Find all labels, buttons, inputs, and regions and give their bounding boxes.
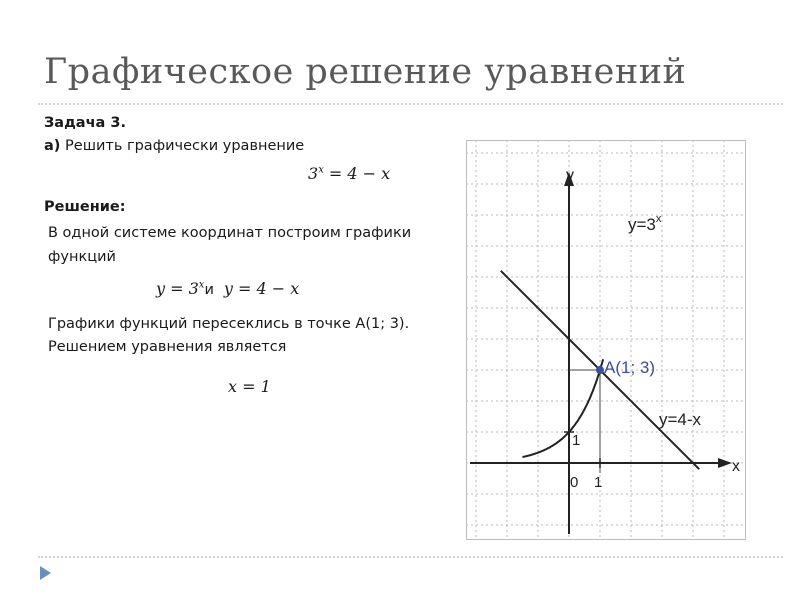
curve-label-exponent: x (655, 213, 662, 225)
tick-label-x-0: 0 (570, 474, 579, 491)
y-axis-label: y (566, 167, 574, 184)
formula-exponential-prefix: y = 3 (156, 279, 199, 298)
result-line-2: Решением уравнения является (48, 339, 287, 355)
curve-label-base: y=3 (628, 215, 656, 234)
task-heading: Задача 3. (44, 115, 126, 131)
solution-line-2: функций (48, 249, 116, 265)
intersection-point (596, 366, 604, 374)
line-label: y=4-x (659, 410, 702, 429)
slide-title: Графическое решение уравнений (44, 52, 687, 92)
formula-exponential-exponent: x (198, 279, 205, 291)
task-part-marker: а) (44, 138, 61, 154)
formula-linear: y = 4 − x (223, 279, 300, 298)
solution-heading: Решение: (44, 199, 126, 215)
tick-label-x-1: 1 (594, 474, 603, 491)
task-statement (44, 136, 304, 157)
graph-background (466, 140, 746, 540)
function-graph (466, 140, 746, 540)
task-part-text: Решить графически уравнение (60, 138, 305, 154)
footer-divider (38, 556, 783, 558)
title-divider (38, 103, 783, 105)
equation-base: 3 (308, 164, 319, 183)
point-label: A(1; 3) (604, 358, 656, 377)
formula-connector: и (204, 282, 214, 298)
tick-label-y-1: 1 (572, 432, 581, 449)
solution-formulas (156, 279, 299, 298)
result-line-1: Графики функций пересеклись в точке А(1; 3). (48, 316, 410, 332)
solution-line-1: В одной системе координат построим графики (48, 225, 412, 241)
slide-bullet-arrow-icon (40, 566, 51, 580)
equation-exponent: x (318, 164, 324, 176)
task-equation (308, 164, 390, 183)
answer-formula: x = 1 (228, 377, 271, 396)
x-axis-label: x (732, 458, 740, 475)
equation-rest: = 4 − x (323, 164, 391, 183)
